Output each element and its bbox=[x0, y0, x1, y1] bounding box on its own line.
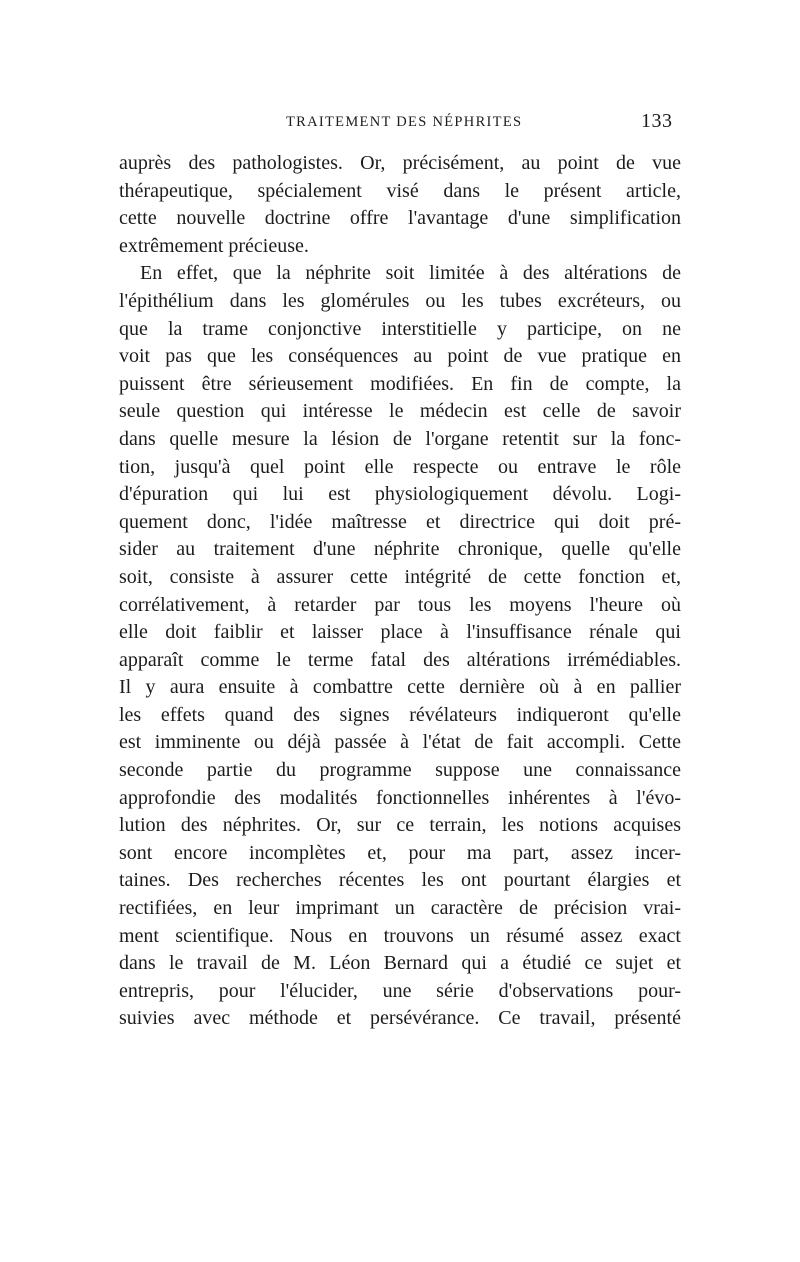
text-line: Il y aura ensuite à combattre cette dernière où à en pallier bbox=[119, 676, 681, 699]
text-line: quement donc, l'idée maîtresse et directrice qui doit pré- bbox=[119, 510, 681, 533]
text-line: lution des néphrites. Or, sur ce terrain, les notions acquises bbox=[119, 814, 681, 837]
running-title: TRAITEMENT DES NÉPHRITES bbox=[286, 114, 523, 130]
text-line: entrepris, pour l'élucider, une série d'observations pour- bbox=[119, 979, 681, 1002]
page-number: 133 bbox=[641, 110, 673, 132]
text-line: elle doit faiblir et laisser place à l'insuffisance rénale qui bbox=[119, 621, 681, 644]
text-line: sont encore incomplètes et, pour ma part, assez incer- bbox=[119, 841, 681, 864]
body-text bbox=[119, 150, 681, 1033]
text-line: tion, jusqu'à quel point elle respecte ou entrave le rôle bbox=[119, 455, 681, 478]
text-line: dans quelle mesure la lésion de l'organe retentit sur la fonc- bbox=[119, 427, 681, 450]
text-line: soit, consiste à assurer cette intégrité de cette fonction et, bbox=[119, 565, 681, 588]
text-line: dans le travail de M. Léon Bernard qui a étudié ce sujet et bbox=[119, 952, 681, 975]
text-line: voit pas que les conséquences au point de vue pratique en bbox=[119, 345, 681, 368]
text-line: corrélativement, à retarder par tous les moyens l'heure où bbox=[119, 593, 681, 616]
text-line: thérapeutique, spécialement visé dans le présent article, bbox=[119, 179, 681, 202]
text-line: cette nouvelle doctrine offre l'avantage d'une simplification bbox=[119, 207, 681, 230]
text-line: extrêmement précieuse. bbox=[119, 234, 309, 257]
text-line: d'épuration qui lui est physiologiquement dévolu. Logi- bbox=[119, 483, 681, 506]
text-line: puissent être sérieusement modifiées. En fin de compte, la bbox=[119, 372, 681, 395]
text-line: les effets quand des signes révélateurs indiqueront qu'elle bbox=[119, 703, 681, 726]
text-line: seule question qui intéresse le médecin est celle de savoir bbox=[119, 400, 681, 423]
text-line: taines. Des recherches récentes les ont pourtant élargies et bbox=[119, 869, 681, 892]
text-line: seconde partie du programme suppose une connaissance bbox=[119, 759, 681, 782]
text-line: ment scientifique. Nous en trouvons un résumé assez exact bbox=[119, 924, 681, 947]
text-line: approfondie des modalités fonctionnelles inhérentes à l'évo- bbox=[119, 786, 681, 809]
text-line: apparaît comme le terme fatal des altérations irrémédiables. bbox=[119, 648, 681, 671]
text-line: suivies avec méthode et persévérance. Ce travail, présenté bbox=[119, 1007, 681, 1030]
text-line: l'épithélium dans les glomérules ou les tubes excréteurs, ou bbox=[119, 289, 681, 312]
text-line: que la trame conjonctive interstitielle y participe, on ne bbox=[119, 317, 681, 340]
text-line: rectifiées, en leur imprimant un caractère de précision vrai- bbox=[119, 897, 681, 920]
text-line: sider au traitement d'une néphrite chronique, quelle qu'elle bbox=[119, 538, 681, 561]
text-line: est imminente ou déjà passée à l'état de fait accompli. Cette bbox=[119, 731, 681, 754]
text-line: auprès des pathologistes. Or, précisément, au point de vue bbox=[119, 152, 681, 174]
text-line: En effet, que la néphrite soit limitée à des altérations de bbox=[140, 262, 681, 285]
